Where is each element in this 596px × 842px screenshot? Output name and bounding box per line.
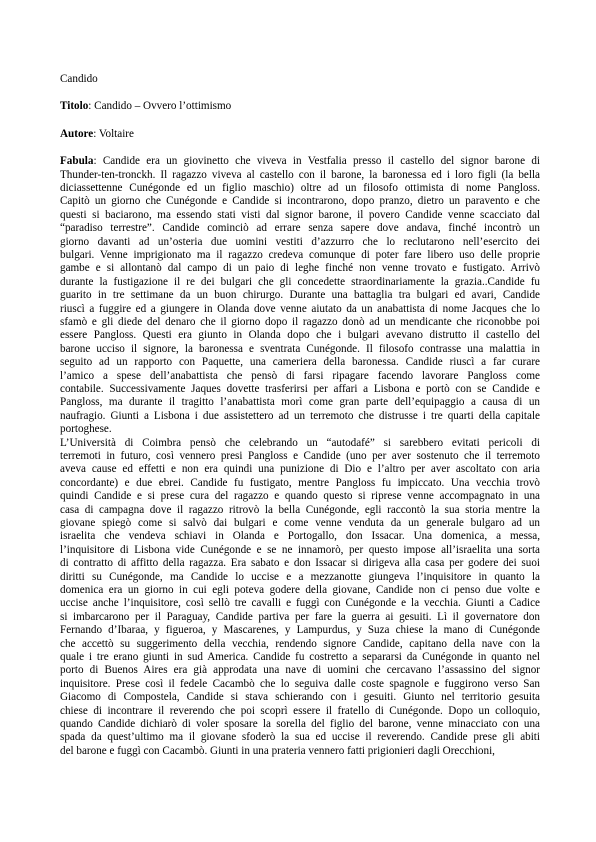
body-line: che accettò su suggerimento della vecchia, rendendo signore Candide, capitano della nave con la	[60, 637, 540, 650]
title-value: : Candido – Ovvero l’ottimismo	[88, 100, 232, 112]
body-line: Thunder-ten-tronckh. Il ragazzo viveva al castello con il barone, la baronessa ed i loro figli (la bella	[60, 168, 540, 181]
body-line: aveva cause ed effetti e non era quindi una punizione di Dio e l’altro per aver ascoltato con aria	[60, 463, 540, 476]
body-line: l’inquisitore di Lisbona vide Cunégonde e se ne innamorò, per questo impose all’israelita una sorta	[60, 543, 540, 556]
document-header: Candido	[60, 73, 98, 85]
body-line: portoghese.	[60, 423, 112, 436]
body-text: : Candide era un giovinetto che viveva in Vestfalia presso il castello del signor barone di	[93, 155, 540, 167]
body-line: sfamò e gli diede del denaro che il giorno dopo il ragazzo donò ad un mendicante che riconobbe poi	[60, 315, 540, 328]
body-line: riuscì a fuggire ed a giungere in Olanda dove venne aiutato da un anabattista di nome Jacques che lo	[60, 302, 540, 315]
body-line: naufragio. Giunti a Lisbona i due assistettero ad un terremoto che distrusse i tre quarti della capitale	[60, 409, 540, 422]
body-line: Giacomo di Compostela, Candide si stava schierando con i gesuiti. Giunto nel territorio gesuita	[60, 691, 540, 704]
body-line	[60, 155, 540, 168]
body-line: barone ucciso il signore, la baronessa e sventrata Cunégonde. Il filosofo contrasse una malattia in	[60, 342, 540, 355]
body-line: chiese di incontrare il reverendo che poi scoprì essere il fratello di Cunégonde. Dopo un colloquio,	[60, 704, 540, 717]
body-line: contabile. Successivamente Jaques dovette trasferirsi per affari a Lisbona e portò con se Candide e	[60, 382, 540, 395]
body-line: casa di campagna dove il ragazzo ritrovò la bella Cunégonde, egli raccontò la sua storia mentre la	[60, 503, 540, 516]
body-line: diciassettenne Cunégonde ed un figlio maschio) oltre ad un filosofo ottimista di nome Pangloss.	[60, 181, 540, 194]
body-line: giorno davanti ad un’osteria due uomini vestiti d’azzurro che lo reclutarono nell’esercito dei	[60, 235, 540, 248]
body-line: gambe e si allontanò dal campo di un paio di leghe finché non venne trovato e fustigato. Arrivò	[60, 262, 540, 275]
title-label: Titolo	[60, 100, 89, 112]
body-line: l’amico a spese dell’anabattista che pensò di farsi ripagare facendo lavorare Pangloss come	[60, 369, 540, 382]
body-line: concordante) e due ebrei. Candide fu fustigato, mentre Pangloss fu impiccato. Una vecchia trovò	[60, 476, 540, 489]
body-line: Fernando d’Ibaraa, y figueroa, y Mascarenes, y Lampurdus, y Suza chiese la mano di Cunégonde	[60, 624, 540, 637]
body-line: del barone e fuggì con Cacambò. Giunti in una prateria vennero fatti prigionieri dagli Orecchioni,	[60, 744, 495, 757]
body-line: “paradiso terrestre”. Candide cominciò ad errare senza sapere dove andava, finché incontrò un	[60, 222, 540, 235]
body-line: terremoti in futuro, così vennero presi Pangloss e Candide (uno per aver sostenuto che il terremoto	[60, 449, 540, 462]
body-line: inquisitore. Prese così il fedele Cacambò che lo seguiva dalle coste spagnole e fuggirono verso San	[60, 677, 540, 690]
body-line: quale i tre erano giunti in sud America. Candide fu costretto a separarsi da Cunégonde in quanto nel	[60, 650, 540, 663]
body-line: porto di Buenos Aires era già approdata una nave di uomini che cercavano l’assassino del signor	[60, 664, 540, 677]
body-line: giovane spiegò come si salvò dai bulgari e come venne venduta da un generale bulgaro ad un	[60, 516, 540, 529]
body-line: quando Candide dichiarò di voler sposare la sorella del figlio del barone, venne minacciato con una	[60, 717, 540, 730]
fabula-label: Fabula	[60, 155, 94, 167]
body-line: quindi Candide e si prese cura del ragazzo e quando questo si riprese venne accompagnato in una	[60, 490, 540, 503]
author-value: : Voltaire	[93, 128, 134, 140]
body-line: diritti su Cunégonde, ma Candide lo uccise e a mezzanotte giungeva l’inquisitore in quanto la	[60, 570, 540, 583]
title-line	[60, 100, 231, 113]
body-line: seguito ad un rapporto con Paquette, una cameriera della baronessa. Candide riuscì a far curare	[60, 356, 540, 369]
author-label: Autore	[60, 128, 94, 140]
body-line: si imbarcarono per il Paraguay, Candide partiva per fare la guerra ai gesuiti. Lì il governatore don	[60, 610, 540, 623]
body-line: Capitò un giorno che Cunégonde e Candide si incontrarono, dopo pranzo, dietro un paravento e che	[60, 195, 540, 208]
body-line: Pangloss, ma durante il tragitto l’anabattista morì come gran parte dell’equipaggio a causa di un	[60, 396, 540, 409]
body-line: L’Università di Coimbra pensò che celebrando un “autodafé” si sarebbero evitati pericoli di	[60, 436, 540, 449]
body-line: uccise anche l’inquisitore, così sellò tre cavalli e fuggì con Cunégonde e la vecchia. Giunti a Cadice	[60, 597, 540, 610]
body-line: questi si baciarono, ma essendo stati visti dal signor barone, il povero Candide venne scacciato dal	[60, 208, 540, 221]
body-line: israelita che vendeva schiavi in Olanda e Portogallo, don Issacar. Una domenica, a messa,	[60, 530, 540, 543]
author-line	[60, 128, 134, 141]
body-line: guarito in tre settimane da un buon chirurgo. Durante una battaglia tra bulgari ed avari, Candide	[60, 289, 540, 302]
body-line: spada da quest’ultimo ma il giovane sfoderò la sua ed uccise il reverendo. Candide prese gli abiti	[60, 731, 540, 744]
body-line: essere Pangloss. Questi era giunto in Olanda dopo che i bulgari avevano distrutto il castello del	[60, 329, 540, 342]
body-line: bulgari. Venne imprigionato ma il ragazzo credeva comunque di poter fare libero uso delle proprie	[60, 248, 540, 261]
body-line: durante la fustigazione il re dei bulgari che gli concedette straordinariamente la grazia..Candide fu	[60, 275, 540, 288]
body-line: di contratto di affitto della ragazza. Era sabato e don Issacar si dirigeva alla casa per godere dei suoi	[60, 557, 540, 570]
body-line: domenica era un giorno in cui egli poteva godere della giovane, Candide non ci penso due volte e	[60, 583, 540, 596]
